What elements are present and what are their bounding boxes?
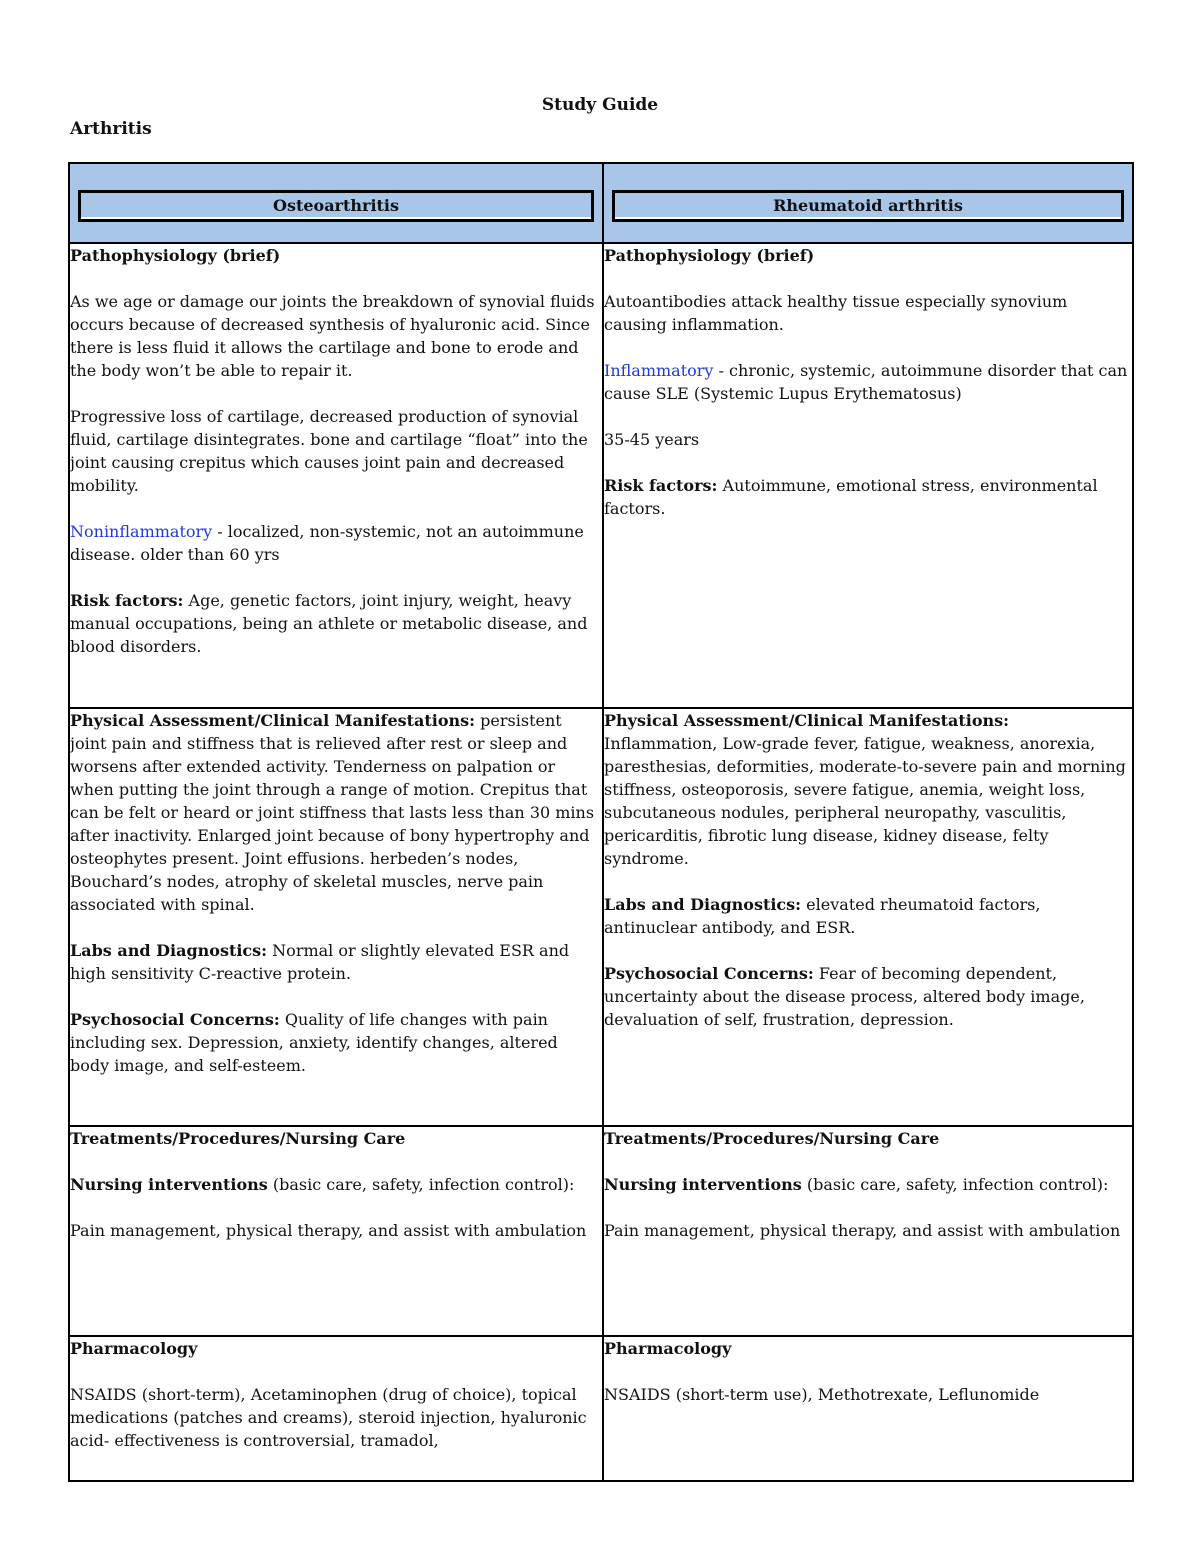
header-row [69,163,1133,243]
osteo-assessment-line [70,709,602,916]
rheum-nursing-label: Nursing interventions [604,1175,802,1194]
osteo-pharmacology-text: NSAIDS (short-term), Acetaminophen (drug of choice), topical medications (patches and creams), steroid injection, hyaluronic acid- effectiveness is controversial, tramadol, [70,1385,587,1450]
rheum-nursing-line [604,1173,1132,1196]
rheum-age-range: 35-45 years [604,430,700,449]
osteo-psych-label: Psychosocial Concerns: [70,1010,280,1029]
osteo-nursing-line [70,1173,602,1196]
osteo-patho-paragraph-2: Progressive loss of cartilage, decreased production of synovial fluid, cartilage disintegrates. bone and cartilage “float” into the joint causing crepitus which causes joint pain and decreased mobility. [70,407,588,495]
rheum-psych-line [604,962,1132,1031]
rheum-nursing-body: Pain management, physical therapy, and assist with ambulation [604,1221,1121,1240]
rheum-pharmacology-heading: Pharmacology [604,1339,732,1358]
header-cell-osteo [69,163,603,243]
rheum-labs-text: elevated rheumatoid factors, antinuclear antibody, and ESR. [604,895,1041,937]
column-header-rheumatoid-arthritis: Rheumatoid arthritis [612,190,1124,222]
header-cell-rheum [603,163,1133,243]
osteo-labs-label: Labs and Diagnostics: [70,941,268,960]
osteo-type-text: - localized, non-systemic, not an autoimmune disease. older than 60 yrs [70,522,584,564]
osteo-type-line [70,520,602,566]
osteo-treatment-cell [69,1126,603,1336]
osteo-risk-label: Risk factors: [70,591,184,610]
rheum-labs-line [604,893,1132,939]
page-title: Study Guide [541,95,659,115]
rheum-risk-line [604,474,1132,520]
rheum-patho-heading: Pathophysiology (brief) [604,246,815,265]
osteo-risk-text: Age, genetic factors, joint injury, weight, heavy manual occupations, being an athlete or metabolic disease, and blood disorders. [70,591,588,656]
rheum-risk-label: Risk factors: [604,476,718,495]
osteo-nursing-label: Nursing interventions [70,1175,268,1194]
rheum-patho-paragraph-1: Autoantibodies attack healthy tissue especially synovium causing inflammation. [604,292,1068,334]
column-header-osteoarthritis: Osteoarthritis [78,190,594,222]
osteo-nursing-body: Pain management, physical therapy, and assist with ambulation [70,1221,587,1240]
pharmacology-row [69,1336,1133,1481]
osteo-assessment-label: Physical Assessment/Clinical Manifestations: [70,711,476,730]
rheum-pathophysiology-cell [603,243,1133,708]
rheum-treatment-cell [603,1126,1133,1336]
osteo-pathophysiology-cell [69,243,603,708]
osteo-patho-heading: Pathophysiology (brief) [70,246,281,265]
rheum-type-label: Inflammatory [604,361,714,380]
rheum-risk-text: Autoimmune, emotional stress, environmental factors. [604,476,1098,518]
osteo-assessment-cell [69,708,603,1126]
rheum-pharmacology-cell [603,1336,1133,1481]
page-subtitle: Arthritis [70,119,152,139]
osteo-assessment-text: persistent joint pain and stiffness that is relieved after rest or sleep and worsens after extended activity. Tenderness on palpation or when putting the joint through a range of motion. Crepitus that can be felt or heard or joint stiffness that lasts less than 30 mins after inactivity. Enlarged joint because of bony hypertrophy and osteophytes present. Joint effusions. herbeden’s nodes, Bouchard’s nodes, atrophy of skeletal muscles, nerve pain associated with spinal. [70,711,595,914]
osteo-psych-line [70,1008,602,1077]
rheum-psych-text: Fear of becoming dependent, uncertainty about the disease process, altered body image, devaluation of self, frustration, depression. [604,964,1085,1029]
osteo-nursing-text: (basic care, safety, infection control): [267,1175,575,1194]
rheum-nursing-text: (basic care, safety, infection control): [801,1175,1109,1194]
assessment-row [69,708,1133,1126]
osteo-pharmacology-heading: Pharmacology [70,1339,198,1358]
pathophysiology-row [69,243,1133,708]
rheum-labs-label: Labs and Diagnostics: [604,895,802,914]
osteo-patho-paragraph-1: As we age or damage our joints the breakdown of synovial fluids occurs because of decreased synthesis of hyaluronic acid. Since there is less fluid it allows the cartilage and bone to erode and the body won’t be able to repair it. [70,292,595,380]
osteo-risk-line [70,589,602,658]
osteo-psych-text: Quality of life changes with pain including sex. Depression, anxiety, identify changes, altered body image, and self-esteem. [70,1010,558,1075]
rheum-assessment-label: Physical Assessment/Clinical Manifestations: [604,711,1010,730]
rheum-assessment-text: Inflammation, Low-grade fever, fatigue, weakness, anorexia, paresthesias, deformities, moderate-to-severe pain and morning stiffness, osteoporosis, severe fatigue, anemia, weight loss, subcutaneous nodules, peripheral neuropathy, vasculitis, pericarditis, fibrotic lung disease, kidney disease, felty syndrome. [604,734,1126,868]
rheum-treatment-heading: Treatments/Procedures/Nursing Care [604,1129,940,1148]
rheum-type-text: - chronic, systemic, autoimmune disorder that can cause SLE (Systemic Lupus Erythematosus) [604,361,1128,403]
rheum-assessment-cell [603,708,1133,1126]
osteo-pharmacology-cell [69,1336,603,1481]
rheum-pharmacology-text: NSAIDS (short-term use), Methotrexate, Leflunomide [604,1385,1040,1404]
osteo-labs-line [70,939,602,985]
osteo-labs-text: Normal or slightly elevated ESR and high sensitivity C-reactive protein. [70,941,570,983]
rheum-psych-label: Psychosocial Concerns: [604,964,814,983]
rheum-type-line [604,359,1132,405]
treatment-row [69,1126,1133,1336]
rheum-assessment-line [604,709,1132,870]
comparison-table [68,162,1134,1482]
osteo-treatment-heading: Treatments/Procedures/Nursing Care [70,1129,406,1148]
osteo-type-label: Noninflammatory [70,522,213,541]
